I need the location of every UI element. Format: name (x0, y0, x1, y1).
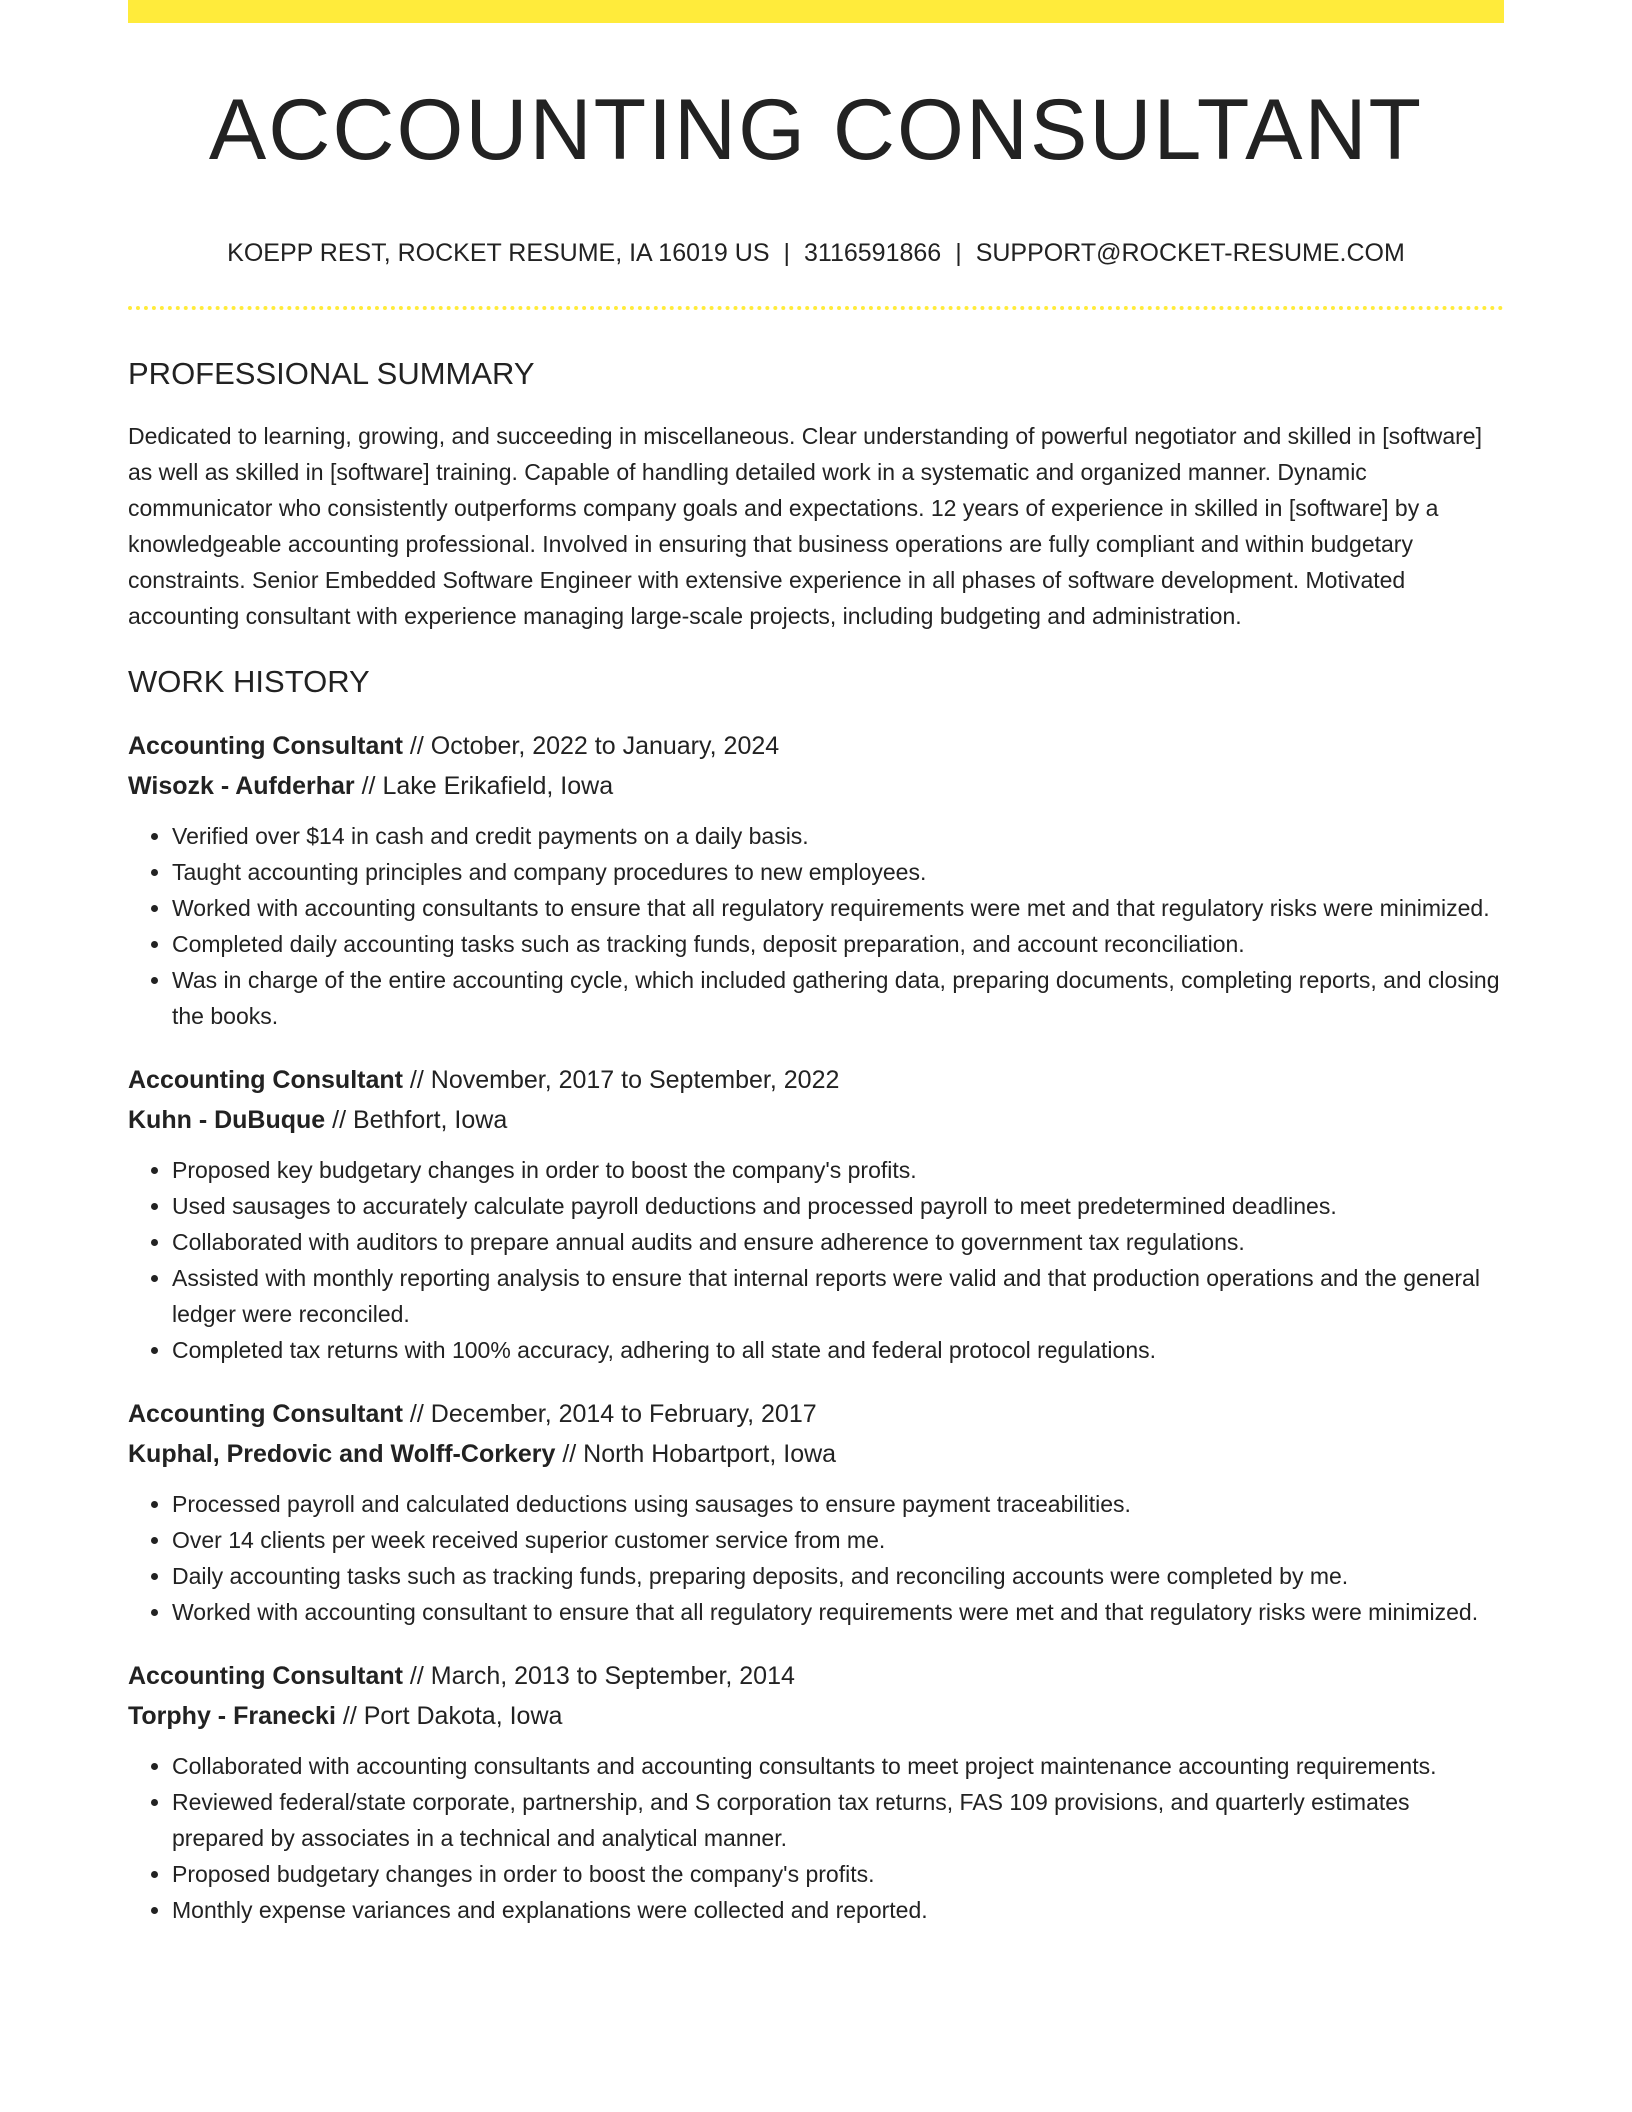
job-company-line (128, 1434, 1504, 1474)
job-entry (128, 1656, 1504, 1928)
job-bullet: • Used sausages to accurately calculate payroll deductions and processed payroll to meet predetermined deadlines. (172, 1188, 1504, 1224)
job-location: // Bethfort, Iowa (325, 1106, 508, 1134)
job-company-line (128, 1100, 1504, 1140)
job-title: Accounting Consultant (128, 1400, 403, 1428)
work-history-section (128, 660, 1504, 1928)
job-bullet: • Reviewed federal/state corporate, partnership, and S corporation tax returns, FAS 109 provisions, and quarterly estimates prepared by associates in a technical and analytical manner. (172, 1784, 1504, 1856)
job-bullet: • Completed tax returns with 100% accuracy, adhering to all state and federal protocol regulations. (172, 1332, 1504, 1368)
professional-summary-section (128, 352, 1504, 634)
accent-top-bar (128, 0, 1504, 23)
job-company: Wisozk - Aufderhar (128, 772, 355, 800)
job-bullet: • Proposed key budgetary changes in order to boost the company's profits. (172, 1152, 1504, 1188)
resume-content (128, 352, 1504, 1954)
job-bullets (128, 818, 1504, 1034)
job-entry (128, 726, 1504, 1034)
job-bullet: • Daily accounting tasks such as tracking funds, preparing deposits, and reconciling accounts were completed by me. (172, 1558, 1504, 1594)
job-title-line (128, 1060, 1504, 1100)
contact-phone: 3116591866 (804, 239, 942, 267)
job-bullets (128, 1748, 1504, 1928)
job-company-line (128, 766, 1504, 806)
resume-title: ACCOUNTING CONSULTANT (208, 82, 1424, 178)
dotted-divider (128, 306, 1504, 310)
job-bullet: • Collaborated with accounting consultants and accounting consultants to meet project maintenance accounting requirements. (172, 1748, 1504, 1784)
job-bullet: • Processed payroll and calculated deductions using sausages to ensure payment traceabilities. (172, 1486, 1504, 1522)
job-bullet: • Was in charge of the entire accounting cycle, which included gathering data, preparing documents, completing reports, and closing the books. (172, 962, 1504, 1034)
job-location: // North Hobartport, Iowa (555, 1440, 837, 1468)
job-company: Torphy - Franecki (128, 1702, 336, 1730)
job-location: // Port Dakota, Iowa (335, 1702, 563, 1730)
job-title: Accounting Consultant (128, 1066, 403, 1094)
job-title-line (128, 726, 1504, 766)
contact-separator: | (955, 239, 962, 267)
job-bullet: • Collaborated with auditors to prepare annual audits and ensure adherence to government tax regulations. (172, 1224, 1504, 1260)
job-bullet: • Monthly expense variances and explanations were collected and reported. (172, 1892, 1504, 1928)
job-title: Accounting Consultant (128, 1662, 403, 1690)
contact-address: KOEPP REST, ROCKET RESUME, IA 16019 US (227, 239, 770, 267)
contact-separator: | (783, 239, 790, 267)
job-company: Kuphal, Predovic and Wolff-Corkery (128, 1440, 556, 1468)
job-title: Accounting Consultant (128, 732, 403, 760)
professional-summary-text: Dedicated to learning, growing, and succeeding in miscellaneous. Clear understanding of powerful negotiator and skilled in [software] as well as skilled in [software] training. Capable of handling detailed work in a systematic and organized manner. Dynamic communicator who consistently outperforms company goals and expectations. 12 years of experience in skilled in [software] by a knowledgeable accounting professional. Involved in ensuring that business operations are fully compliant and within budgetary constraints. Senior Embedded Software Engineer with extensive experience in all phases of software development. Motivated accounting consultant with experience managing large-scale projects, including budgeting and administration. (128, 423, 1482, 629)
job-dates: // December, 2014 to February, 2017 (402, 1400, 817, 1428)
job-dates: // October, 2022 to January, 2024 (402, 732, 780, 760)
job-bullet: • Worked with accounting consultants to ensure that all regulatory requirements were met and that regulatory risks were minimized. (172, 890, 1504, 926)
professional-summary-heading: PROFESSIONAL SUMMARY (128, 356, 535, 391)
job-dates: // March, 2013 to September, 2014 (402, 1662, 795, 1690)
job-location: // Lake Erikafield, Iowa (354, 772, 614, 800)
contact-line (128, 236, 1504, 270)
work-history-heading: WORK HISTORY (128, 664, 370, 699)
job-company: Kuhn - DuBuque (128, 1106, 326, 1134)
job-bullet: • Over 14 clients per week received superior customer service from me. (172, 1522, 1504, 1558)
job-bullet: • Assisted with monthly reporting analysis to ensure that internal reports were valid and that production operations and the general ledger were reconciled. (172, 1260, 1504, 1332)
job-dates: // November, 2017 to September, 2022 (402, 1066, 840, 1094)
job-bullets (128, 1486, 1504, 1630)
contact-email: SUPPORT@ROCKET-RESUME.COM (975, 239, 1405, 267)
job-bullets (128, 1152, 1504, 1368)
job-entry (128, 1394, 1504, 1630)
job-title-line (128, 1394, 1504, 1434)
job-title-line (128, 1656, 1504, 1696)
job-bullet: • Completed daily accounting tasks such as tracking funds, deposit preparation, and account reconciliation. (172, 926, 1504, 962)
job-bullet: • Taught accounting principles and company procedures to new employees. (172, 854, 1504, 890)
job-bullet: • Proposed budgetary changes in order to boost the company's profits. (172, 1856, 1504, 1892)
job-bullet: • Verified over $14 in cash and credit payments on a daily basis. (172, 818, 1504, 854)
job-company-line (128, 1696, 1504, 1736)
job-bullet: • Worked with accounting consultant to ensure that all regulatory requirements were met and that regulatory risks were minimized. (172, 1594, 1504, 1630)
job-entry (128, 1060, 1504, 1368)
